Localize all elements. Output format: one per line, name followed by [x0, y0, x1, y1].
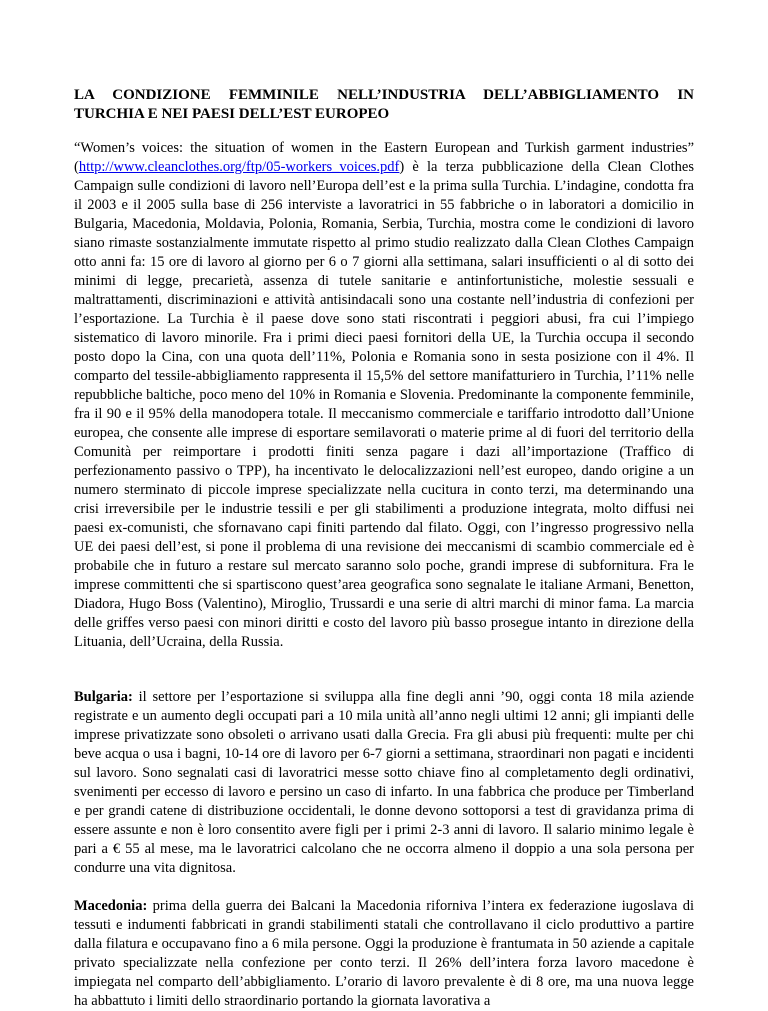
- intro-paragraph: [74, 139, 694, 652]
- bulgaria-heading: Bulgaria:: [74, 689, 133, 705]
- intro-text-start: “Women’s voices: the situation of women in the Eastern European and Turkish garment industries” (: [74, 140, 694, 175]
- bulgaria-paragraph: [74, 688, 694, 878]
- document-title: LA CONDIZIONE FEMMINILE NELL’INDUSTRIA DELL’ABBIGLIAMENTO IN TURCHIA E NEI PAESI DELL’EST EUROPEO: [74, 87, 694, 122]
- macedonia-heading: Macedonia:: [74, 898, 148, 914]
- document-page: [74, 86, 694, 1011]
- bulgaria-text: il settore per l’esportazione si sviluppa alla fine degli anni ’90, oggi conta 18 mila aziende registrate e un aumento degli occupati pari a 10 mila unità all’anno negli ultimi 12 anni; gli impianti delle imprese privatizzate sono obsoleti o arrivano usati dalla Grecia. Fra gli abusi più frequenti: multe per chi beve acqua o usa i bagni, 10-14 ore di lavoro per 6-7 giorni a settimana, straordinari non pagati e incidenti sul lavoro. Sono segnalati casi di lavoratrici messe sotto chiave fino al completamento degli ordinativi, svenimenti per eccesso di lavoro e persino un caso di infarto. In una fabbrica che produce per Timberland e per grandi catene di distribuzione occidentali, le donne devono sottoporsi a test di gravidanza prima di essere assunte e non è loro consentito avere figli per i primi 2-3 anni di lavoro. Il salario minimo legale è pari a € 55 al mese, ma le lavoratrici calcolano che ne occorra almeno il doppio a una sola persona per condurre una vita dignitosa.: [74, 689, 694, 876]
- report-link[interactable]: http://www.cleanclothes.org/ftp/05-workers_voices.pdf: [78, 159, 400, 175]
- intro-text-rest: ) è la terza pubblicazione della Clean Clothes Campaign sulle condizioni di lavoro nell’Europa dell’est e la prima sulla Turchia. L’indagine, condotta fra il 2003 e il 2005 sulla base di 256 interviste a lavoratrici in 55 fabbriche o in laboratori a domicilio in Bulgaria, Macedonia, Moldavia, Polonia, Romania, Serbia, Turchia, mostra come le condizioni di lavoro siano rimaste sostanzialmente immutate rispetto al primo studio realizzato dalla Clean Clothes Campaign otto anni fa: 15 ore di lavoro al giorno per 6 o 7 giorni alla settimana, salari insufficienti o al di sotto dei minimi di legge, precarietà, assenza di tutele sanitarie e antinfortunistiche, molestie sessuali e maltrattamenti, discriminazioni e attività antisindacali sono una costante nell’industria di confezioni per l’esportazione. La Turchia è il paese dove sono stati riscontrati i peggiori abusi, fra cui l’impiego sistematico di lavoro minorile. Fra i primi dieci paesi fornitori della UE, la Turchia occupa il secondo posto dopo la Cina, con una quota dell’11%, Polonia e Romania sono in sesta posizione con il 4%. Il comparto del tessile-abbigliamento rappresenta il 15,5% del settore manifatturiero in Turchia, l’11% nelle repubbliche baltiche, poco meno del 10% in Romania e Slovenia. Predominante la componente femminile, fra il 90 e il 95% della manodopera totale. Il meccanismo commerciale e tariffario introdotto dall’Unione europea, che consente alle imprese di esportare semilavorati o materie prime al di fuori del territorio della Comunità per reimportare i prodotti finiti senza pagare i dazi all’importazione (Traffico di perfezionamento passivo o TPP), ha incentivato le delocalizzazioni nell’est europeo, dando origine a un numero sterminato di piccole imprese specializzate nella cucitura in conto terzi, ma determinando una crisi irreversibile per le industrie tessili e per gli stabilimenti a produzione integrata, molto diffusi nei paesi ex-comunisti, che sfornavano capi finiti partendo dal filato. Oggi, con l’ingresso progressivo nella UE dei paesi dell’est, si pone il problema di una revisione dei meccanismi di scambio commerciale ed è probabile che in futuro a restare sul mercato saranno solo poche, grandi imprese di subfornitura. Fra le imprese committenti che si spartiscono quest’area geografica sono segnalate le italiane Armani, Benetton, Diadora, Hugo Boss (Valentino), Miroglio, Trussardi e una serie di altri marchi di minor fama. La marcia delle griffes verso paesi con minori diritti e costo del lavoro più basso prosegue intanto in direzione della Lituania, dell’Ucraina, della Russia.: [74, 159, 694, 650]
- macedonia-text: prima della guerra dei Balcani la Macedonia riforniva l’intera ex federazione iugoslava di tessuti e indumenti fabbricati in grandi stabilimenti statali che controllavano il ciclo produttivo a partire dalla filatura e occupavano fino a 6 mila persone. Oggi la produzione è frantumata in 50 aziende a capitale privato specializzate nella confezione per conto terzi. Il 26% dell’intera forza lavoro macedone è impiegata nel comparto dell’abbigliamento. L’orario di lavoro prevalente è di 8 ore, ma una nuova legge ha abbattuto i limiti dello straordinario portando la giornata lavorativa a: [74, 898, 694, 1009]
